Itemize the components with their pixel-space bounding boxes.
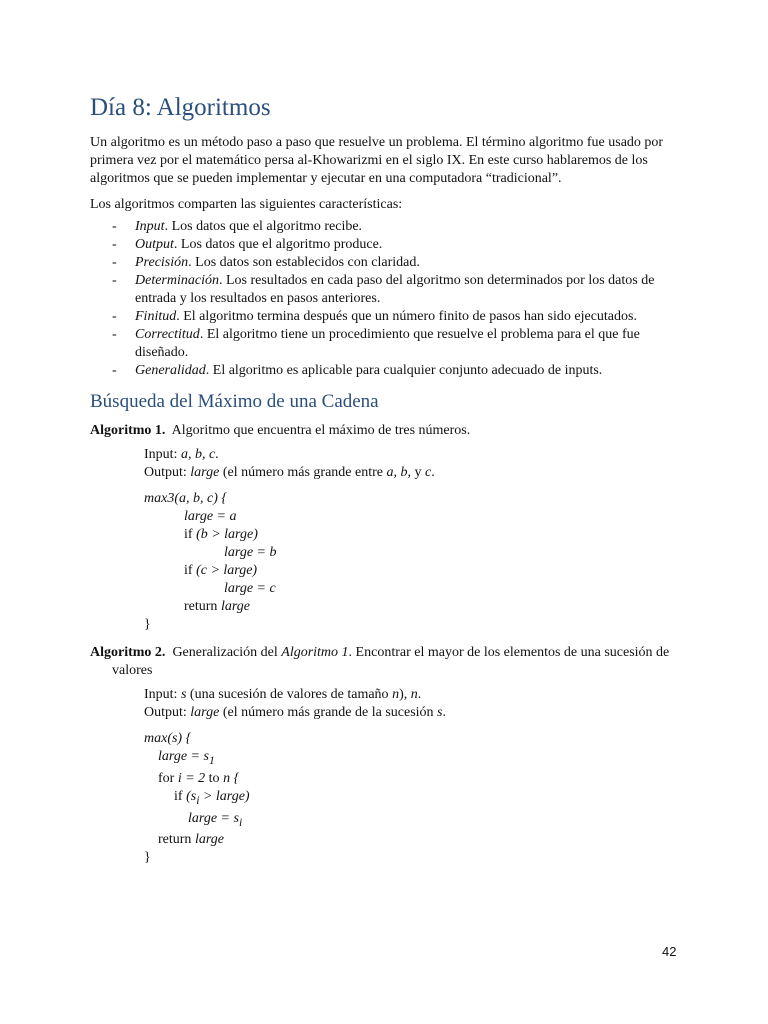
math-text: large	[220, 599, 250, 614]
trait-desc: . Los resultados en cada paso del algoritmo son determinados por los datos de entrada y los resultados en pasos anteriores.	[135, 273, 655, 306]
math-text: (s	[186, 788, 197, 804]
code-line	[144, 526, 682, 544]
output-line	[144, 704, 682, 722]
section-title: Búsqueda del Máximo de una Cadena	[90, 391, 379, 412]
code-line	[144, 788, 682, 810]
list-bullet: -	[112, 273, 117, 288]
output-text: (el número más grande entre	[219, 465, 387, 480]
traits-intro: Los algoritmos comparten las siguientes características:	[90, 197, 403, 212]
code-line: max(s) {	[144, 731, 192, 746]
trait-term: Correctitud	[135, 327, 200, 342]
list-item	[90, 308, 682, 326]
algorithm-label: Algoritmo 1.	[90, 423, 166, 438]
math-text: (c > large)	[196, 563, 258, 578]
math-text: large = s	[188, 810, 239, 826]
code-keyword: if	[174, 788, 187, 804]
trait-term: Determinación	[135, 273, 219, 288]
math-subscript: i	[238, 815, 243, 829]
trait-term: Output	[135, 237, 174, 252]
code-line: }	[144, 617, 151, 632]
output-line	[144, 464, 682, 482]
traits-list	[90, 218, 682, 380]
code-line: large = a	[184, 509, 237, 524]
code-line	[144, 562, 682, 580]
math-text: c	[424, 465, 432, 480]
code-line	[144, 831, 682, 849]
trait-term: Input	[135, 219, 165, 234]
trait-desc: . Los datos que el algoritmo produce.	[173, 237, 383, 252]
trait-term: Finitud	[135, 309, 177, 324]
input-line	[144, 686, 682, 704]
list-bullet: -	[112, 309, 117, 324]
page-number: 42	[662, 944, 677, 959]
math-text: (b > large)	[196, 527, 258, 542]
list-bullet: -	[112, 237, 117, 252]
trait-desc: . El algoritmo tiene un procedimiento que resuelve el problema para el que fue diseñado.	[135, 327, 640, 360]
output-text: y	[410, 465, 425, 480]
code-line	[144, 770, 682, 788]
list-bullet: -	[112, 219, 117, 234]
list-item	[90, 218, 682, 236]
trait-term: Precisión	[135, 255, 189, 270]
math-text: > large)	[199, 788, 250, 804]
math-text: s	[180, 687, 187, 702]
math-text: a, b,	[386, 465, 411, 480]
punctuation: .	[431, 465, 435, 480]
page-title: Día 8: Algoritmos	[90, 94, 271, 121]
list-bullet: -	[112, 363, 117, 378]
math-text: n {	[223, 770, 240, 786]
math-text: large	[194, 832, 224, 848]
punctuation: .	[442, 705, 446, 720]
punctuation: .	[417, 687, 422, 702]
code-keyword: to	[205, 770, 224, 786]
input-label: Input:	[144, 687, 181, 702]
math-text: n	[410, 687, 418, 702]
algorithm-1-io	[144, 446, 682, 482]
trait-desc: . Los datos que el algoritmo recibe.	[164, 219, 363, 234]
trait-term: Generalidad	[135, 363, 206, 378]
intro-paragraph: Un algoritmo es un método paso a paso que resuelve un problema. El término algoritmo fue usado por primera vez por el matemático persa al-Khowarizmi en el siglo IX. En este curso hablaremos de los algoritmos que se pueden implementar y ejecutar en una computadora “tradicional”.	[90, 135, 664, 186]
algorithm-1-code	[144, 490, 682, 634]
output-text: (el número más grande de la sucesión	[219, 705, 438, 720]
code-line: large = c	[224, 581, 276, 596]
list-item	[90, 236, 682, 254]
output-label: Output:	[144, 465, 191, 480]
code-line: large = b	[224, 545, 277, 560]
math-text: n	[392, 687, 400, 702]
algorithm-desc: Generalización del	[172, 645, 282, 660]
list-item	[90, 254, 682, 272]
output-label: Output:	[144, 705, 191, 720]
input-text: (una sucesión de valores de tamaño	[186, 687, 393, 702]
math-text: a, b, c	[180, 447, 216, 462]
algorithm-desc: . Encontrar el mayor de los elementos de una sucesión de valores	[112, 645, 670, 678]
code-line	[144, 598, 682, 616]
code-keyword: return	[158, 832, 195, 848]
algorithm-2-code	[144, 730, 682, 867]
trait-desc: . El algoritmo termina después que un número finito de pasos han sido ejecutados.	[176, 309, 637, 324]
algorithm-2-heading	[90, 644, 682, 680]
code-keyword: if	[184, 563, 197, 578]
trait-desc: . Los datos son establecidos con claridad.	[188, 255, 420, 270]
math-text: i = 2	[177, 770, 206, 786]
code-keyword: return	[184, 599, 221, 614]
algorithm-1-heading	[90, 422, 682, 440]
list-item	[90, 272, 682, 308]
code-line	[144, 748, 682, 770]
math-subscript: i	[196, 793, 200, 807]
code-line: }	[144, 850, 151, 866]
algorithm-label: Algoritmo 2.	[90, 645, 166, 660]
math-subscript: 1	[208, 753, 215, 767]
input-text: ),	[399, 687, 411, 702]
algorithm-desc: Algoritmo que encuentra el máximo de tres números.	[171, 423, 471, 438]
algorithm-reference: Algoritmo 1	[281, 645, 349, 660]
list-item	[90, 362, 682, 380]
input-label: Input:	[144, 447, 181, 462]
math-text: s	[437, 705, 443, 720]
algorithm-2-io	[144, 686, 682, 722]
trait-desc: . El algoritmo es aplicable para cualquier conjunto adecuado de inputs.	[205, 363, 603, 378]
code-keyword: for	[158, 770, 178, 786]
punctuation: .	[215, 447, 219, 462]
code-line	[144, 810, 682, 832]
code-line: max3(a, b, c) {	[144, 491, 227, 506]
math-text: large	[190, 705, 220, 720]
list-bullet: -	[112, 255, 117, 270]
list-bullet: -	[112, 327, 117, 342]
document-page	[90, 92, 682, 867]
code-keyword: if	[184, 527, 197, 542]
input-line	[144, 446, 682, 464]
math-text: large	[190, 465, 220, 480]
math-text: large = s	[158, 749, 209, 764]
list-item	[90, 326, 682, 362]
